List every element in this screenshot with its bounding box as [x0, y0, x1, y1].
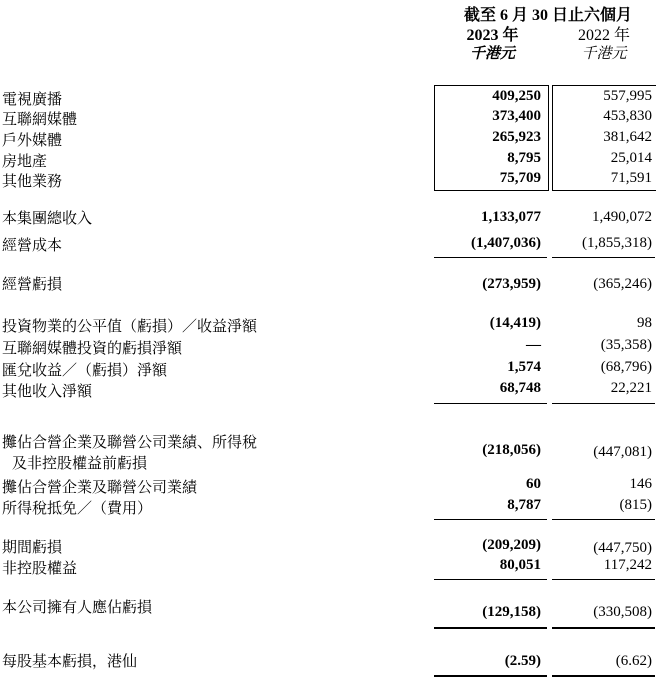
year-current: 2023 年 [466, 27, 519, 44]
row-current: (14,419) [489, 315, 541, 331]
row-current: (209,209) [482, 537, 541, 553]
row-current: 373,400 [492, 108, 541, 124]
row-label: 攤佔合營企業及聯營公司業績 [2, 480, 198, 496]
row-label: 每股基本虧損，港仙 [2, 654, 138, 670]
row-current: 60 [526, 476, 541, 492]
subtotal-rule [552, 579, 655, 580]
row-prior: 22,221 [610, 380, 652, 396]
row-current: (1,407,036) [471, 235, 541, 251]
row-label: 經營成本 [2, 238, 63, 254]
row-current: 1,133,077 [481, 209, 541, 225]
row-label: 電視廣播 [2, 92, 63, 108]
subtotal-rule [434, 403, 547, 404]
row-current: 8,795 [507, 150, 541, 166]
row-prior: 98 [637, 315, 652, 331]
row-current: 80,051 [499, 557, 541, 573]
total-rule [552, 675, 655, 677]
total-rule [552, 627, 655, 629]
row-current: (129,158) [482, 604, 541, 620]
row-prior: (330,508) [593, 604, 652, 620]
row-label: 經營虧損 [2, 277, 63, 293]
row-current: (273,959) [482, 276, 541, 292]
row-prior: 117,242 [603, 557, 652, 573]
row-label: 互聯網媒體 [2, 112, 78, 128]
period-header: 截至 6 月 30 日止六個月 [463, 7, 632, 24]
year-prior: 2022 年 [577, 27, 630, 44]
row-prior: (447,750) [593, 540, 652, 556]
row-prior: 453,830 [603, 108, 652, 124]
unit-prior: 千港元 [581, 46, 627, 62]
row-prior: (35,358) [600, 337, 652, 353]
row-label: 非控股權益 [2, 561, 78, 577]
row-label: 投資物業的公平值（虧損）／收益淨額 [2, 319, 258, 335]
row-label: 所得稅抵免／（費用） [2, 501, 153, 517]
row-current: 265,923 [492, 129, 541, 145]
row-current: (2.59) [504, 653, 541, 669]
row-label-continued: 及非控股權益前虧損 [12, 456, 148, 472]
row-prior: (365,246) [593, 276, 652, 292]
row-current: 75,709 [499, 170, 541, 186]
row-label: 攤佔合營企業及聯營公司業績、所得稅 [2, 435, 258, 451]
total-rule [434, 675, 547, 677]
row-prior: 71,591 [610, 170, 652, 186]
subtotal-rule [552, 257, 655, 258]
unit-current: 千港元 [469, 46, 515, 62]
subtotal-rule [434, 257, 547, 258]
row-current: — [526, 337, 541, 353]
row-current: 409,250 [492, 88, 541, 104]
row-prior: (815) [619, 497, 652, 513]
row-label: 房地產 [2, 154, 48, 170]
row-label: 匯兌收益／（虧損）淨額 [2, 363, 168, 379]
row-current: 1,574 [507, 359, 541, 375]
subtotal-rule [434, 519, 547, 520]
row-prior: (6.62) [615, 653, 652, 669]
row-label: 本集團總收入 [2, 211, 93, 227]
row-prior: 25,014 [610, 150, 652, 166]
row-prior: 1,490,072 [592, 209, 652, 225]
row-prior: 381,642 [603, 129, 652, 145]
row-label: 本公司擁有人應佔虧損 [2, 600, 153, 616]
subtotal-rule [434, 579, 547, 580]
row-prior: 557,995 [603, 88, 652, 104]
row-label: 期間虧損 [2, 540, 63, 556]
row-current: 68,748 [499, 380, 541, 396]
row-label: 其他業務 [2, 174, 63, 190]
row-current: (218,056) [482, 442, 541, 458]
row-prior: (68,796) [600, 359, 652, 375]
row-current: 8,787 [507, 497, 541, 513]
row-prior: (1,855,318) [582, 235, 652, 251]
row-prior: 146 [629, 476, 652, 492]
subtotal-rule [552, 519, 655, 520]
row-label: 戶外媒體 [2, 133, 63, 149]
row-label: 其他收入淨額 [2, 384, 93, 400]
row-label: 互聯網媒體投資的虧損淨額 [2, 341, 183, 357]
row-prior: (447,081) [593, 444, 652, 460]
total-rule [434, 627, 547, 629]
subtotal-rule [552, 403, 655, 404]
